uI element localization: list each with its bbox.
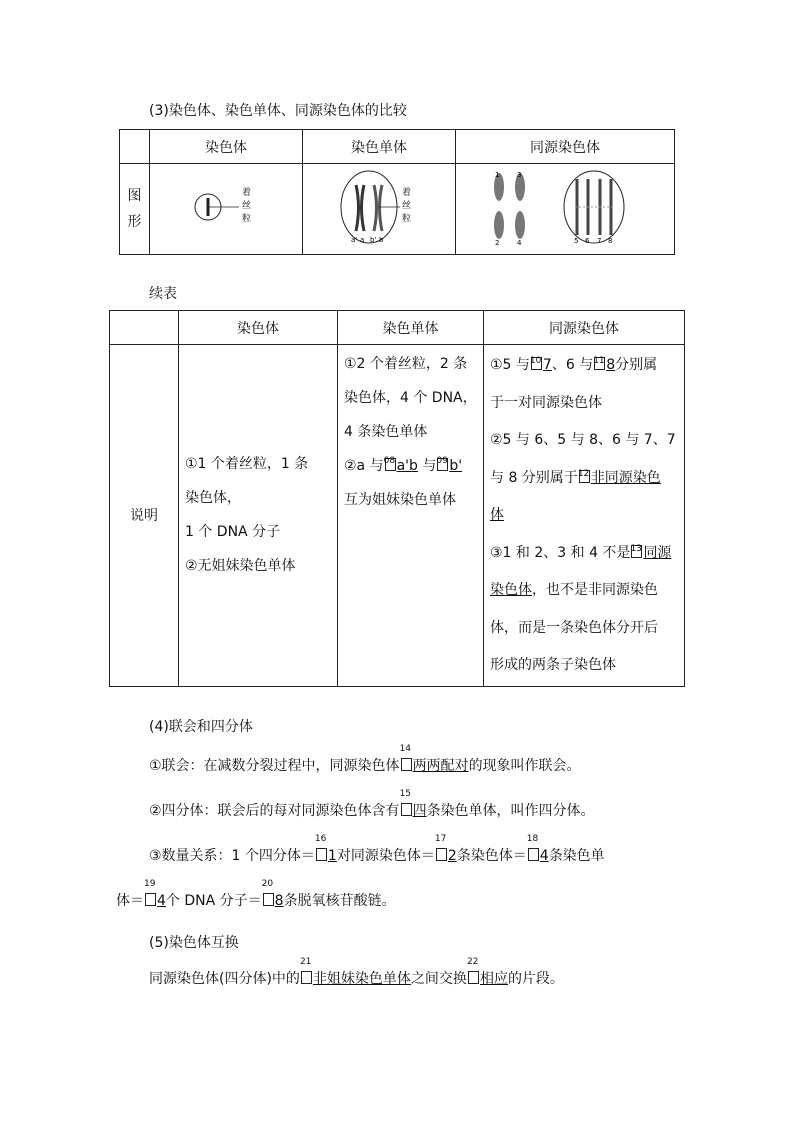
homologous-desc-line: 体，而是一条染色体分开后 [490,619,658,636]
homologous-desc-line [490,347,683,385]
blank-box [530,357,543,373]
homologous-desc-line: 于一对同源染色体 [490,394,602,411]
answer-text: 1 [327,848,337,864]
chromosome-desc-line: 染色体， [185,490,241,507]
synapsis-paragraph [149,744,581,775]
svg-text:3: 3 [517,171,522,179]
chromosome-desc-line: ①1 个着丝粒，1 条 [185,456,309,473]
homologous-figure-cell [456,164,675,255]
continued-table-label: 续表 [149,286,177,302]
text-fragment: 之间交换 [410,971,467,987]
blank-number: 11 [593,356,605,366]
homologous-desc-line [490,460,683,498]
table2-header-homologous: 同源染色体 [484,311,685,345]
text-fragment: ①联会：在减数分裂过程中，同源染色体 [149,758,400,774]
svg-text:b: b [379,236,384,244]
svg-text:粒: 粒 [402,214,412,224]
row-label-text: 图形 [127,188,142,230]
blank-box [399,789,413,819]
table1-header-chromosome: 染色体 [150,130,303,164]
text-fragment: 条脱氧核苷酸链。 [283,893,396,909]
text-fragment: 对同源染色体＝ [336,848,435,864]
blank-number: 15 [399,789,412,799]
svg-text:7: 7 [597,237,602,245]
blank-box [578,470,591,486]
blank-number: 09 [436,456,448,466]
homologous-desc-line [490,572,683,610]
crossover-paragraph [149,957,564,988]
text-fragment: 同源染色体(四分体)中的 [149,971,300,987]
svg-text:丝: 丝 [402,201,412,211]
blank-box [299,957,313,987]
answer-text: 两两配对 [412,758,469,774]
svg-text:4: 4 [517,239,522,247]
chromatid-desc-line: 互为姐妹染色单体 [344,492,456,508]
chromatid-pair-figure [304,165,454,249]
answer-text: 8 [606,357,616,373]
blank-number: 12 [577,468,590,479]
table1-row-label [120,164,150,255]
text-fragment: 条染色体＝ [456,848,527,864]
svg-text:2: 2 [495,239,500,247]
answer-text: 体 [490,507,504,523]
svg-text:着: 着 [402,188,412,198]
table2-header-chromatid: 染色单体 [338,311,484,345]
text-fragment: 与 8 分别属于 [490,469,578,486]
blank-box [466,957,480,987]
quantity-paragraph-continued [116,879,396,910]
homologous-desc-line [490,497,683,535]
quantity-paragraph [149,834,605,865]
svg-text:丝: 丝 [242,201,252,211]
blank-number: 21 [299,957,312,967]
svg-text:a': a' [351,236,358,244]
svg-text:着: 着 [242,188,252,198]
answer-text: 四 [412,803,427,819]
blank-box [630,545,643,561]
section-heading-3: (3)染色体、染色单体、同源染色体的比较 [149,103,407,119]
answer-text: 染色体 [490,582,532,598]
blank-box [526,834,540,864]
chromosome-description-cell [179,345,338,687]
blank-number: 20 [261,879,274,889]
table1-header-homologous: 同源染色体 [456,130,675,164]
text-fragment: 条染色单 [548,848,605,864]
blank-number: 10 [529,356,542,366]
answer-text: a'b [396,458,418,474]
blank-box [144,879,157,909]
text-fragment: ③数量关系：1 个四分体＝ [149,848,315,864]
blank-box [434,834,448,864]
blank-number: 13 [630,543,642,554]
text-fragment: 的现象叫作联会。 [468,758,581,774]
chromosome-desc-line: ②无姐妹染色单体 [185,558,296,575]
svg-text:粒: 粒 [242,214,252,224]
svg-text:5: 5 [574,237,579,245]
text-fragment: 个 DNA 分子＝ [165,893,262,909]
chromatid-desc-line [344,449,482,483]
text-fragment: 分别属 [615,357,658,373]
text-fragment: 、6 与 [551,357,594,373]
blank-number: 19 [144,879,156,889]
blank-box [314,834,328,864]
answer-text: 8 [274,893,284,909]
table2-header-empty [110,311,179,345]
svg-text:a: a [360,236,365,244]
blank-number: 17 [434,834,447,844]
table1-header-empty [120,130,150,164]
chromosome-figure-cell [150,164,303,255]
blank-box [593,357,606,373]
comparison-figure-table [119,129,675,255]
blank-box [384,458,397,474]
homologous-desc-line: 形成的两条子染色体 [490,657,616,673]
table2-header-chromosome: 染色体 [179,311,338,345]
svg-text:8: 8 [608,237,613,245]
section-heading-5: (5)染色体互换 [149,935,239,951]
text-fragment: 的片段。 [507,971,564,987]
answer-text: 7 [542,357,552,373]
chromatid-figure-cell [303,164,456,255]
homologous-desc-line [490,535,683,573]
text-fragment: 体＝ [116,893,144,909]
chromosome-desc-line: 1 个 DNA 分子 [185,524,281,541]
svg-text:b': b' [370,236,377,244]
tetrad-paragraph [149,789,595,820]
blank-number: 22 [466,957,479,967]
blank-number: 18 [526,834,539,844]
homologous-chromosome-figure [457,165,673,249]
text-fragment: ③1 和 2、3 和 4 不是 [490,544,631,561]
table1-header-chromatid: 染色单体 [303,130,456,164]
answer-text: 非同源染色 [590,469,661,486]
text-fragment: ，也不是非同源染色 [532,582,658,598]
chromatid-desc-line: 染色体，4 个 DNA， [344,390,477,406]
chromatid-desc-line: ①2 个着丝粒，2 条 [344,356,468,372]
svg-text:1: 1 [495,171,500,179]
blank-number: 16 [314,834,327,844]
answer-text: 非姐妹染色单体 [312,971,411,987]
single-chromosome-figure [151,165,301,249]
answer-text: 4 [539,848,549,864]
homologous-description-cell [484,345,685,687]
answer-text: 4 [157,893,166,909]
answer-text: 同源 [643,544,672,561]
answer-text: 相应 [479,971,508,987]
table2-row-label: 说明 [110,345,179,687]
blank-number: 14 [399,744,412,754]
chromatid-description-cell [338,345,484,687]
blank-box [261,879,275,909]
comparison-description-table [109,310,685,687]
section-heading-4: (4)联会和四分体 [149,719,253,735]
blank-box [399,744,413,774]
blank-box [436,458,449,474]
blank-number: 08 [383,456,396,466]
svg-text:6: 6 [585,237,590,245]
chromatid-desc-line: 4 条染色单体 [344,424,428,440]
text-fragment: ②四分体：联会后的每对同源染色体含有 [149,803,400,819]
answer-text: b' [449,458,463,474]
text-fragment: ②a 与 [344,458,384,474]
text-fragment: 条染色单体，叫作四分体。 [426,803,595,819]
text-fragment: ①5 与 [490,357,530,373]
answer-text: 2 [447,848,457,864]
text-fragment: 与 [417,458,437,474]
homologous-desc-line: ②5 与 6、5 与 8、6 与 7、7 [490,432,676,448]
